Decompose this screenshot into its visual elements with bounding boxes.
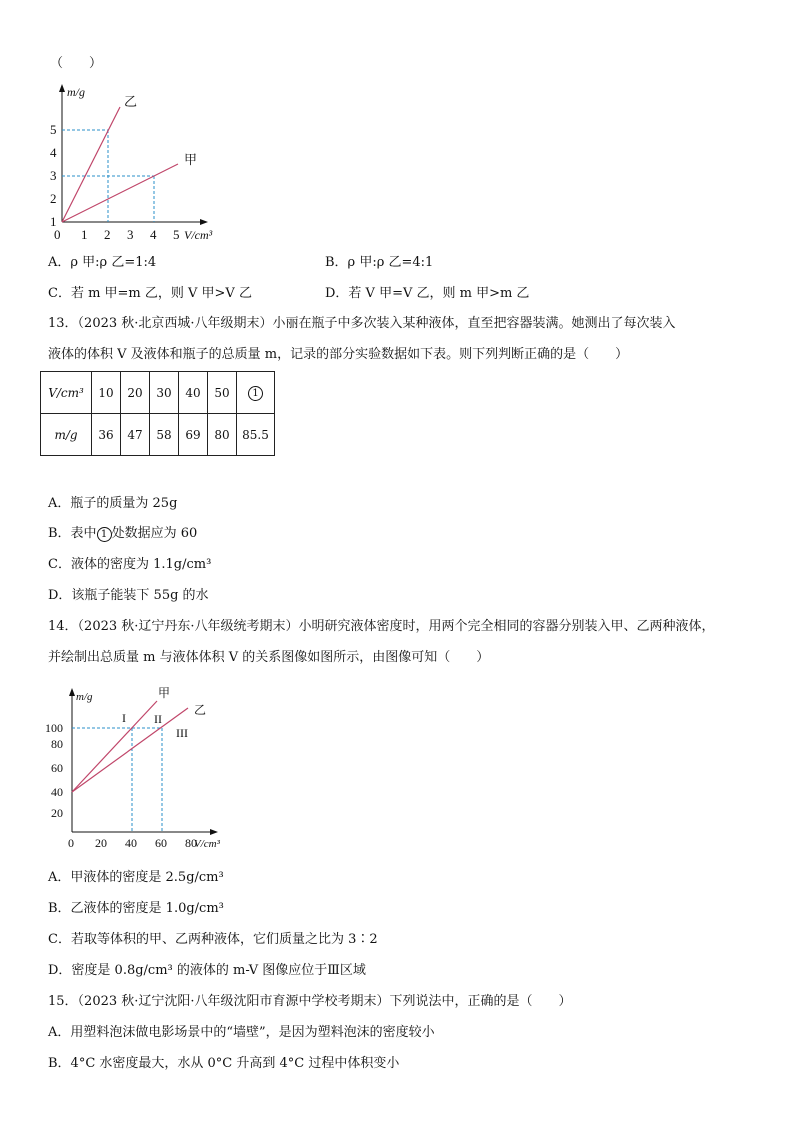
label-jia: 甲 (184, 152, 198, 167)
q13-option-c: C．液体的密度为 1.1g/cm³ (48, 557, 212, 572)
q13-stem-line2: 液体的体积 V 及液体和瓶子的总质量 m，记录的部分实验数据如下表。则下列判断正确的是（ ） (48, 347, 629, 362)
q12-option-b: B．ρ 甲:ρ 乙=4:1 (325, 255, 434, 270)
x-tick: 1 (81, 227, 88, 242)
table-cell: 10 (92, 372, 121, 414)
q14-option-a: A．甲液体的密度是 2.5g/cm³ (48, 870, 224, 885)
y-tick: 1 (50, 214, 57, 229)
q12-graph (40, 80, 240, 245)
y-tick: 2 (50, 191, 57, 206)
y-axis-label: m/g (67, 85, 85, 99)
q13-option-a: A．瓶子的质量为 25g (48, 496, 178, 511)
q14-stem-line1: 14．（2023 秋·辽宁丹东·八年级统考期末）小明研究液体密度时，用两个完全相同的容器分别装入甲、乙两种液体， (48, 619, 715, 634)
x-tick: 4 (150, 227, 157, 242)
y-tick: 80 (51, 737, 63, 751)
label-yi: 乙 (124, 94, 138, 109)
x-tick: 2 (104, 227, 111, 242)
table-cell-circled (237, 372, 275, 414)
q14-option-d: D．密度是 0.8g/cm³ 的液体的 m-V 图像应位于Ⅲ区域 (48, 963, 366, 978)
x-axis-label: V/cm³ (184, 228, 213, 242)
table-row-mass (41, 414, 275, 456)
table-row-volume (41, 372, 275, 414)
x-tick: 80 (185, 836, 197, 850)
q14-option-b: B．乙液体的密度是 1.0g/cm³ (48, 901, 224, 916)
y-tick: 3 (50, 168, 57, 183)
circled-number: 1 (97, 527, 112, 542)
q14-option-c: C．若取等体积的甲、乙两种液体，它们质量之比为 3∶2 (48, 932, 378, 947)
x-axis-arrow (200, 219, 208, 225)
x-tick: 3 (127, 227, 134, 242)
table-cell: 69 (179, 414, 208, 456)
q13-option-d: D．该瓶子能装下 55g 的水 (48, 588, 209, 603)
circled-number: 1 (248, 386, 263, 401)
q15-option-a: A．用塑料泡沫做电影场景中的“墙壁”，是因为塑料泡沫的密度较小 (48, 1025, 435, 1040)
x-tick: 60 (155, 836, 167, 850)
y-tick: 20 (51, 806, 63, 820)
q13-data-table (40, 371, 275, 456)
x-tick: 5 (173, 227, 180, 242)
region-III: III (176, 726, 188, 740)
table-cell: 20 (121, 372, 150, 414)
table-cell: 36 (92, 414, 121, 456)
line-yi (72, 708, 188, 792)
region-I: I (122, 711, 126, 725)
y-tick: 4 (50, 145, 57, 160)
line-jia (72, 701, 157, 792)
q14-stem-line2: 并绘制出总质量 m 与液体体积 V 的关系图像如图所示，由图像可知（ ） (48, 650, 490, 665)
line-yi (62, 107, 120, 222)
y-tick: 60 (51, 761, 63, 775)
table-cell: 47 (121, 414, 150, 456)
q13-option-b: B．表中 1 处数据应为 60 (48, 526, 198, 541)
q14-graph (38, 682, 238, 852)
y-tick: 100 (45, 721, 63, 735)
table-header-cell: V/cm³ (41, 372, 92, 414)
table-cell: 80 (208, 414, 237, 456)
x-tick: 0 (68, 836, 74, 850)
y-tick: 40 (51, 785, 63, 799)
x-tick: 40 (125, 836, 137, 850)
region-II: II (154, 712, 162, 726)
q12-option-a: A．ρ 甲:ρ 乙=1:4 (48, 255, 157, 270)
table-header-cell: m/g (41, 414, 92, 456)
label-yi: 乙 (194, 703, 207, 717)
table-cell: 40 (179, 372, 208, 414)
y-axis-label: m/g (76, 691, 93, 703)
answer-paren: （ ） (50, 56, 103, 71)
q13-stem-line1: 13．（2023 秋·北京西城·八年级期末）小丽在瓶子中多次装入某种液体，直至把容器装满。她测出了每次装入 (48, 316, 676, 331)
y-axis-arrow (69, 688, 75, 696)
x-axis-arrow (210, 829, 218, 835)
x-axis-label: V/cm³ (194, 838, 220, 850)
y-tick: 5 (50, 122, 57, 137)
q15-stem: 15．（2023 秋·辽宁沈阳·八年级沈阳市育源中学校考期末）下列说法中，正确的是（ ） (48, 994, 572, 1009)
label-jia: 甲 (158, 686, 171, 700)
q12-option-c: C．若 m 甲=m 乙，则 V 甲>V 乙 (48, 286, 252, 301)
q15-option-b: B．4°C 水密度最大，水从 0°C 升高到 4°C 过程中体积变小 (48, 1056, 400, 1071)
table-cell: 85.5 (237, 414, 275, 456)
table-cell: 58 (150, 414, 179, 456)
q12-option-d: D．若 V 甲=V 乙，则 m 甲>m 乙 (325, 286, 530, 301)
x-tick: 20 (95, 836, 107, 850)
table-cell: 50 (208, 372, 237, 414)
x-tick: 0 (54, 227, 61, 242)
table-cell: 30 (150, 372, 179, 414)
y-axis-arrow (59, 84, 65, 92)
line-jia (62, 164, 178, 222)
